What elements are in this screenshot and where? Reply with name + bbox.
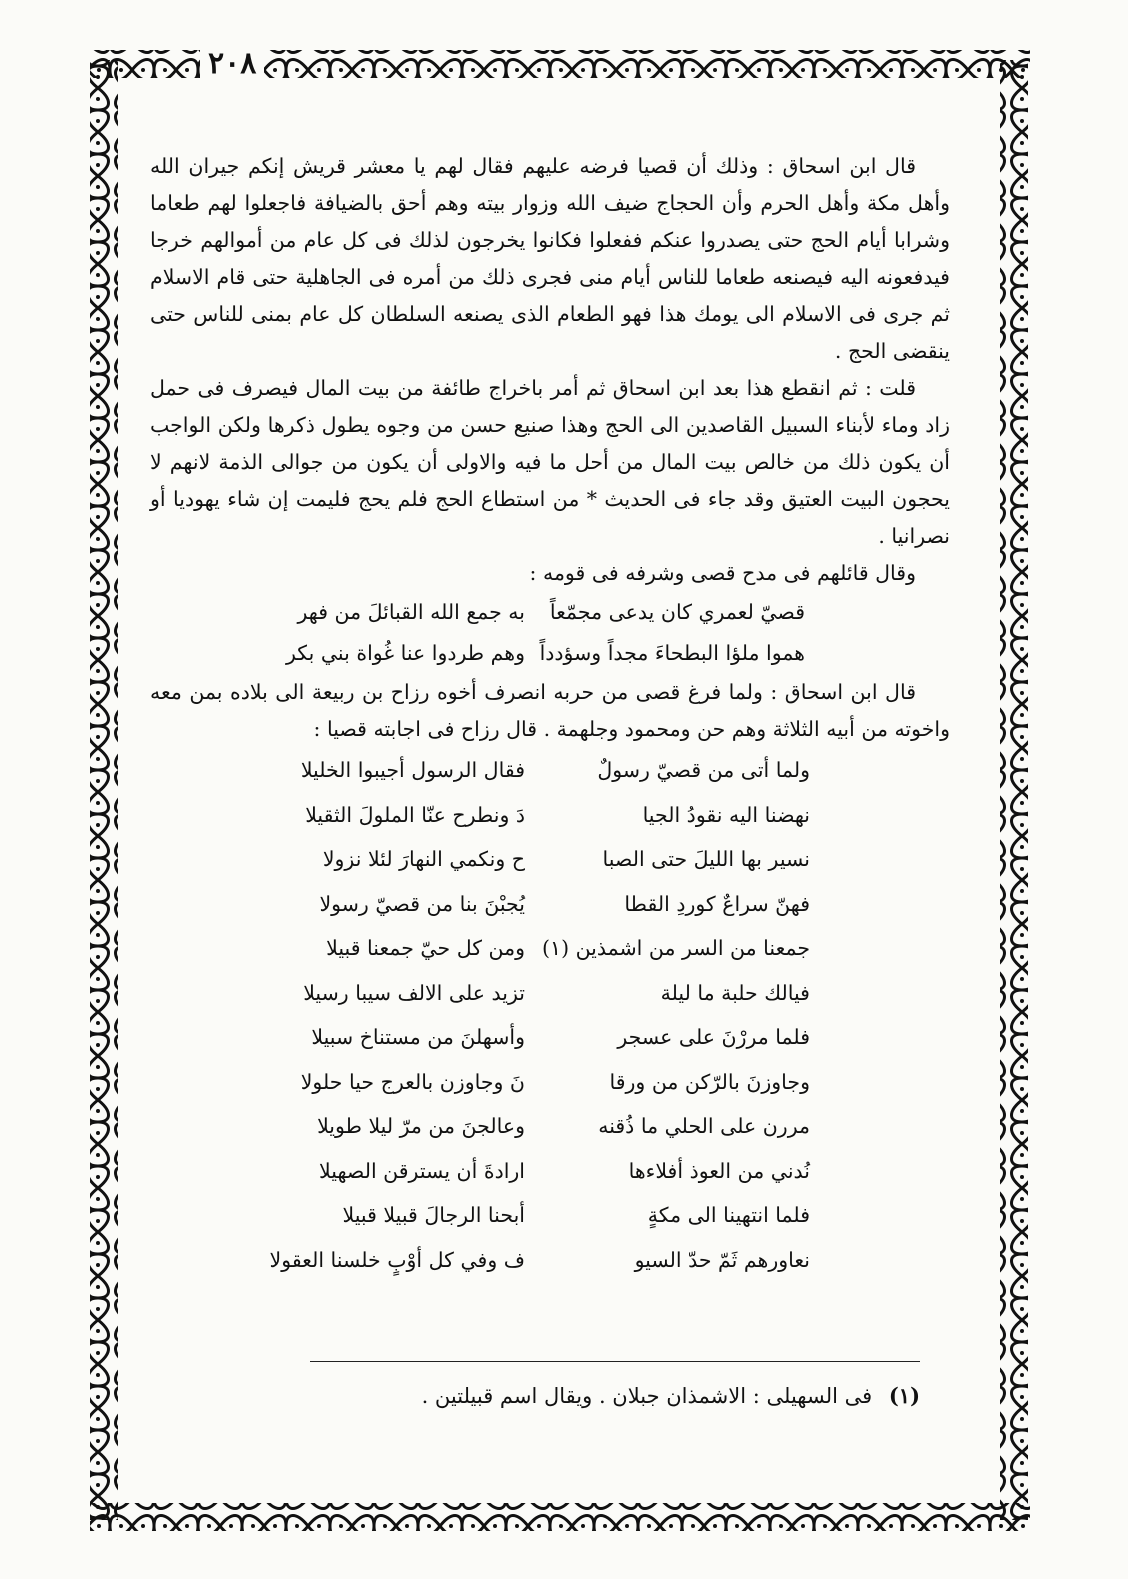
paragraph-3: قال ابن اسحاق : ولما فرغ قصى من حربه انصرف أخوه رزاح بن ربيعة الى بلاده بمن معه واخوته من أبيه الثلاثة وهم حن ومحمود وجلهمة . قال رزاح فى اجابته قصيا : (150, 680, 950, 741)
verse-line (150, 592, 950, 633)
paragraph-2: قلت : ثم انقطع هذا بعد ابن اسحاق ثم أمر باخراج طائفة من بيت المال فيصرف فى حمل زاد وماء لأبناء السبيل القاصدين الى الحج وهذا صنيع حسن من وجوه يطول ذكرها ولكن الواجب أن يكون ذلك من خالص بيت المال من أحل ما فيه والاولى أن يكون من جوالى الذمة لانهم لا يحجون البيت العتيق وقد جاء فى الحديث * من استطاع الحج فلم يحج فليمت إن شاء يهوديا أو نصرانيا . (150, 376, 950, 548)
verse-first-hemistich: هموا ملؤا البطحاءَ مجداً وسؤدداً (539, 641, 805, 665)
verse-line (150, 1193, 950, 1238)
page-number: ٢٠٨ (200, 44, 264, 84)
verse-first-hemistich: فلما انتهينا الى مكةٍ (647, 1203, 810, 1227)
verse-first-hemistich: فلما مررْنَ على عسجر (617, 1025, 810, 1049)
verse-second-hemistich: فقال الرسول أجيبوا الخليلا (300, 758, 525, 782)
verse-first-hemistich: نهضنا اليه نقودُ الجيا (642, 802, 810, 827)
verse-first-hemistich: جمعنا من السر من اشمذين (١) (542, 936, 810, 960)
verse-first-hemistich: فيالك حلبة ما ليلة (660, 980, 810, 1005)
footnote-text: فى السهيلى : الاشمذان جبلان . ويقال اسم قبيلتين . (421, 1384, 873, 1408)
verse-line (150, 1238, 950, 1283)
verse-line (150, 882, 950, 927)
verse-line (150, 633, 950, 674)
verse-second-hemistich: تزيد على الالف سيبا رسيلا (303, 980, 525, 1005)
verse-second-hemistich: نَ وجاوزن بالعرج حيا حلولا (300, 1069, 525, 1094)
verse-second-hemistich: وعالجنَ من مرّ ليلا طويلا (317, 1114, 525, 1138)
verse-second-hemistich: ومن كل حيّ جمعنا قبيلا (326, 936, 525, 960)
verse-line (150, 793, 950, 838)
verse-second-hemistich: دَ ونطرح عنّا الملولَ الثقيلا (305, 802, 525, 827)
verse-second-hemistich: ح ونكمي النهارَ لئلا نزولا (322, 847, 525, 871)
verse-first-hemistich: نُدني من العوذ أفلاءها (628, 1158, 810, 1183)
verse-first-hemistich: نعاورهم ثَمّ حدّ السيو (634, 1247, 810, 1272)
verse-first-hemistich: قصيّ لعمري كان يدعى مجمّعاً (549, 600, 805, 624)
footnote-marker: (١) (888, 1383, 920, 1408)
paragraph-verse-intro: وقال قائلهم فى مدح قصى وشرفه فى قومه : (529, 561, 916, 585)
poem-qusay-praise (150, 592, 950, 674)
verse-second-hemistich: أبحنا الرجالَ قبيلا قبيلا (342, 1203, 525, 1227)
verse-second-hemistich: ارادةَ أن يسترقن الصهيلا (319, 1158, 525, 1183)
verse-second-hemistich: ف وفي كل أوْبٍ خلسنا العقولا (269, 1247, 525, 1272)
verse-second-hemistich: وأسهلنَ من مستناخ سبيلا (311, 1025, 525, 1049)
verse-first-hemistich: نسير بها الليلَ حتى الصبا (602, 847, 810, 871)
page-body (150, 148, 950, 1282)
verse-line (150, 1149, 950, 1194)
verse-second-hemistich: يُجبْنَ بنا من قصيّ رسولا (319, 891, 525, 916)
verse-first-hemistich: فهنّ سراعٌ كوردِ القطا (624, 891, 810, 916)
verse-first-hemistich: مررن على الحلي ما ذُقنه (598, 1114, 810, 1138)
verse-first-hemistich: ولما أتى من قصيّ رسولٌ (597, 758, 810, 782)
footnote-divider (310, 1361, 920, 1362)
poem-rizah-reply (150, 748, 950, 1282)
verse-line (150, 1060, 950, 1105)
verse-line (150, 1104, 950, 1149)
verse-line (150, 748, 950, 793)
paragraph-1: قال ابن اسحاق : وذلك أن قصيا فرضه عليهم فقال لهم يا معشر قريش إنكم جيران الله وأهل مكة وأهل الحرم وأن الحجاج ضيف الله وزوار بيته وهم أحق بالضيافة فاجعلوا لهم طعاما وشرابا أيام الحج حتى يصدروا عنكم ففعلوا فكانوا يخرجون لذلك فى كل عام من أموالهم خرجا فيدفعونه اليه فيصنعه طعاما للناس أيام منى فجرى ذلك من أمره فى الجاهلية حتى قام الاسلام ثم جرى فى الاسلام الى يومك هذا فهو الطعام الذى يصنعه السلطان كل عام بمنى للناس حتى ينقضى الحج . (150, 154, 950, 363)
verse-line (150, 1015, 950, 1060)
verse-second-hemistich: به جمع الله القبائلَ من فهر (297, 600, 525, 624)
verse-second-hemistich: وهم طردوا عنا غُواة بني بكر (285, 641, 525, 665)
verse-line (150, 971, 950, 1016)
verse-line (150, 926, 950, 971)
footnote (310, 1381, 920, 1411)
verse-first-hemistich: وجاوزنَ بالرّكن من ورقا (609, 1069, 810, 1094)
verse-line (150, 837, 950, 882)
